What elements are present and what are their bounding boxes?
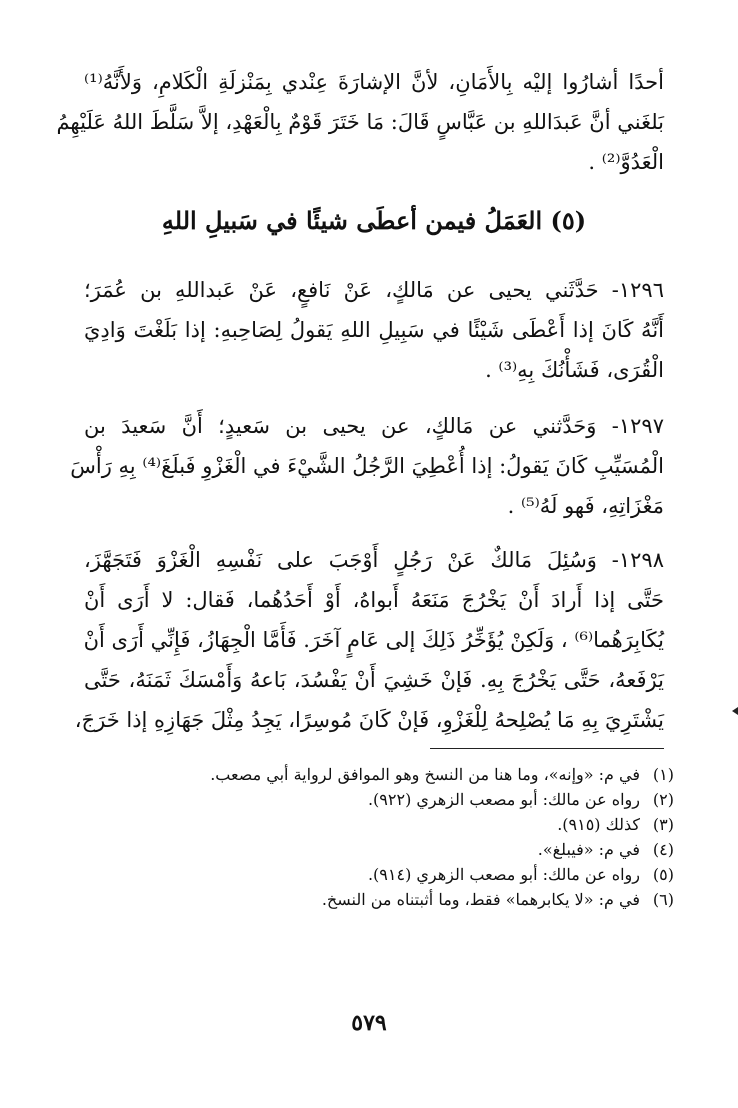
text-line: الْمُسَيِّبِ كَانَ يَقولُ: إذا أُعْطِيَ الرَّجُلُ الشَّيْءَ في الْغَزْوِ فَبلَغَ⁽⁴⁾ بِهِ رَأْسَ — [70, 454, 664, 478]
footnote-text: رواه عن مالك: أبو مصعب الزهري (٩٢٢). — [367, 790, 640, 809]
text-line: أَنَّهُ كَانَ إذا أَعْطَى شَيْئًا في سَبِيلِ اللهِ يَقولُ لِصَاحِبهِ: إذا بَلَغْتَ وَادِيَ — [84, 318, 664, 342]
paragraph-intro — [56, 62, 664, 182]
footnote — [84, 787, 674, 812]
footnote-text: رواه عن مالك: أبو مصعب الزهري (٩١٤). — [367, 865, 640, 884]
hadith-1298 — [74, 540, 664, 740]
margin-arrow-icon — [732, 707, 738, 715]
footnote-text: كذلك (٩١٥). — [557, 815, 640, 834]
text-line: ١٢٩٧- وَحَدَّثني عن مَالكٍ، عن يحيى بن سَعيدٍ؛ أَنَّ سَعيدَ بن — [84, 414, 664, 438]
text-line: أحدًا أشارُوا إليْه بِالأَمَانِ، لأنَّ الإشارَةَ عِنْدي بِمَنْزلَةِ الْكَلامِ، وَلأَنَّهُ⁽¹⁾ — [84, 70, 664, 94]
footnote — [84, 887, 674, 912]
text-line: الْقُرَى، فَشَأْنُكَ بِهِ⁽³⁾ . — [485, 358, 664, 382]
text-line: الْعَدُوَّ⁽²⁾ . — [588, 150, 664, 174]
section-heading: (٥) العَمَلُ فيمن أعطَى شيئًا في سَبيلِ اللهِ — [161, 206, 587, 235]
hadith-1297 — [70, 406, 664, 526]
text-line: يُكَابِرَهُما⁽⁶⁾ ، وَلَكِنْ يُؤَخِّرُ ذَلِكَ إلى عَامٍ آخَرَ. فَأَمَّا الْجِهَازُ، فَإِنِّي أَرَى أَنْ — [83, 628, 664, 652]
footnote-text: في م: «فيبلغ». — [537, 840, 640, 859]
footnote — [84, 862, 674, 887]
footnote-text: في م: «لا يكابرهما» فقط، وما أثبتناه من النسخ. — [321, 890, 640, 909]
footnote-number: (٦) — [652, 890, 674, 909]
text-line: ١٢٩٨- وَسُئِلَ مَالكٌ عَنْ رَجُلٍ أَوْجَبَ على نَفْسِهِ الْغَزْوَ فَتَجَهَّزَ، — [84, 548, 664, 572]
footnote-number: (١) — [652, 765, 674, 784]
text-line: يَشْتَرِيَ بِهِ مَا يُصْلِحهُ لِلْغَزْوِ، فَإنْ كَانَ مُوسِرًا، يَجِدُ مِثْلَ جَهَازِهِ إذا خَرَجَ، — [74, 708, 664, 732]
hadith-1296 — [84, 270, 664, 390]
footnote-separator — [430, 748, 664, 749]
text-line: يَرْفَعهُ، حَتَّى يَخْرُجَ بِهِ. فَإنْ خَشِيَ أَنْ يَفْسُدَ، بَاعهُ وَأَمْسَكَ ثَمَنَهُ، حَتَّى — [84, 668, 664, 692]
footnote — [84, 837, 674, 862]
footnotes — [84, 762, 674, 912]
footnote-text: في م: «وإنه»، وما هنا من النسخ وهو الموافق لرواية أبي مصعب. — [210, 765, 640, 784]
text-line: حَتَّى إذا أَرادَ أَنْ يَخْرُجَ مَنَعَهُ أَبواهُ، أَوْ أَحَدُهُما، فَقال: لا أَرَى أَنْ — [84, 588, 664, 612]
text-line: ١٢٩٦- حَدَّثَني يحيى عن مَالكٍ، عَنْ نَافعٍ، عَنْ عَبداللهِ بن عُمَرَ؛ — [84, 278, 664, 302]
text-line: بَلغَني أنَّ عَبدَاللهِ بن عَبَّاسٍ قَالَ: مَا خَتَرَ قَوْمٌ بِالْعَهْدِ، إلاَّ سَلَّطَ اللهُ عَلَيْهِمُ — [56, 110, 664, 134]
footnote-number: (٥) — [652, 865, 674, 884]
footnote-number: (٣) — [652, 815, 674, 834]
text-line: مَغْزَاتِهِ، فَهو لَهُ⁽⁵⁾ . — [507, 494, 664, 518]
footnote-number: (٤) — [652, 840, 674, 859]
footnote-number: (٢) — [652, 790, 674, 809]
footnote — [84, 812, 674, 837]
footnote — [84, 762, 674, 787]
page-number: ٥٧٩ — [351, 1010, 387, 1036]
